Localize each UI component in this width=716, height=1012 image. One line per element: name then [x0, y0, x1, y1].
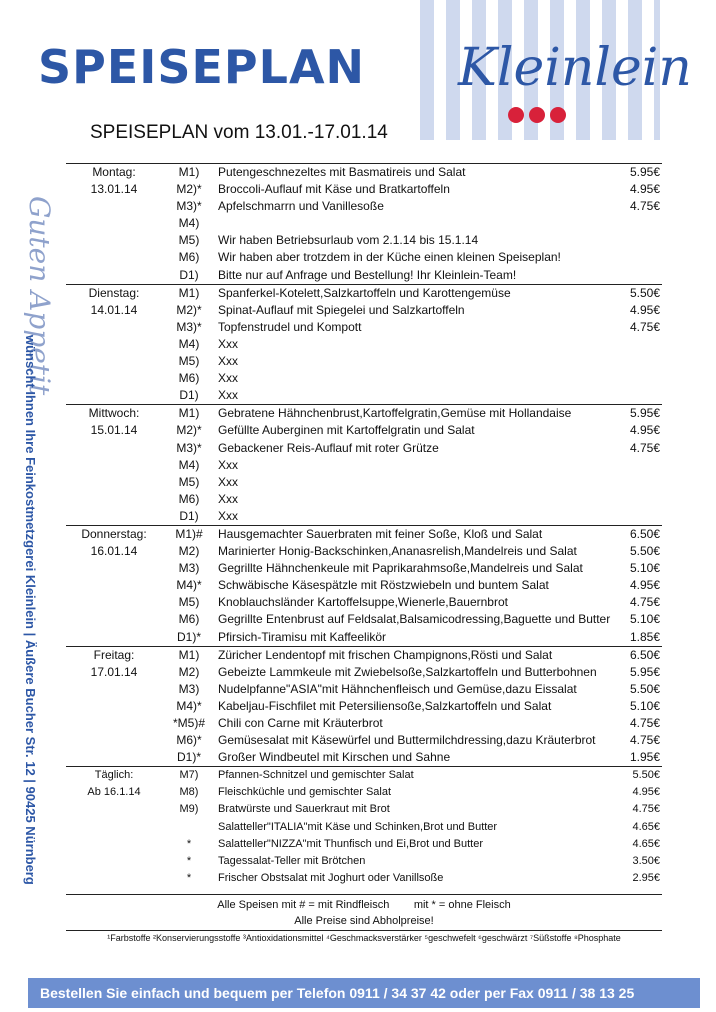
additives-legend: ¹Farbstoffe ²Konservierungsstoffe ³Antioxidationsmittel ⁴Geschmacksverstärker ⁵geschwefelt ⁶geschwärzt ⁷Süßstoffe ⁸Phosphate: [66, 930, 662, 943]
dish-price: 5.50€: [629, 544, 660, 559]
dish-price: [614, 353, 662, 370]
dish-price: [614, 232, 662, 249]
menu-code: *: [186, 871, 192, 884]
menu-code: M2): [178, 664, 200, 679]
menu-code: M8): [179, 786, 199, 799]
menu-row: [66, 836, 662, 853]
menu-code: *M5)#: [172, 716, 205, 730]
dish-price: [614, 336, 662, 353]
menu-row: [66, 870, 662, 887]
menu-row: [66, 353, 662, 370]
menu-code: M5): [178, 595, 200, 610]
menu-code: M1)#: [162, 525, 216, 543]
day-cell: [66, 870, 162, 887]
red-dot-icon: [529, 107, 545, 123]
side-address: wünscht Ihnen Ihre Feinkostmetzgerei Kleinlein | Äußere Bucher Str. 12 | 90425 Nürnberg: [23, 335, 38, 885]
menu-row: [66, 767, 662, 785]
menu-code: D1): [179, 267, 199, 282]
dish-name: Spanferkel-Kotelett,Salzkartoffeln und Karottengemüse: [216, 284, 614, 302]
dish-name: Apfelschmarrn und Vanillesoße: [218, 199, 384, 214]
menu-code: M4): [178, 457, 200, 472]
menu-row: [66, 853, 662, 870]
dish-name: Gebeizte Lammkeule mit Zwiebelsoße,Salzkartoffeln und Butterbohnen: [218, 664, 597, 679]
menu-row: [66, 646, 662, 664]
menu-code: M6): [178, 371, 200, 386]
dish-price: 5.10€: [629, 612, 660, 627]
menu-row: [66, 164, 662, 182]
day-cell: [66, 215, 162, 232]
dish-name: Xxx: [218, 354, 239, 369]
menu-code: D1)*: [176, 629, 201, 644]
day-cell: Ab 16.1.14: [87, 786, 141, 799]
day-cell: [66, 629, 162, 647]
dish-name: Großer Windbeutel mit Kirschen und Sahne: [218, 750, 451, 765]
brand-dots: [508, 107, 571, 128]
dish-price: [614, 491, 662, 508]
day-cell: Täglich:: [66, 767, 162, 785]
dish-name: Wir haben Betriebsurlaub vom 2.1.14 bis 15.1.14: [218, 233, 479, 248]
dish-name: Züricher Lendentopf mit frischen Champignons,Rösti und Salat: [216, 646, 614, 664]
dish-price: 4.65€: [632, 820, 660, 833]
dish-name: Broccoli-Auflauf mit Käse und Bratkartoffeln: [218, 182, 450, 197]
dish-price: 1.95€: [629, 750, 660, 765]
menu-row: [66, 543, 662, 560]
dish-price: 4.95€: [629, 578, 660, 593]
dish-price: [614, 508, 662, 526]
menu-code: M2)*: [176, 182, 202, 197]
dish-price: 5.95€: [614, 164, 662, 182]
dish-name: Frischer Obstsalat mit Joghurt oder Vanillsoße: [218, 871, 444, 884]
menu-code: M4)*: [176, 578, 202, 593]
menu-row: [66, 215, 662, 232]
menu-code: M6)*: [176, 733, 202, 748]
notes-line-1: Alle Speisen mit # = mit Rindfleisch mit * = ohne Fleisch: [217, 899, 511, 911]
red-dot-icon: [550, 107, 566, 123]
menu-code: M1): [162, 164, 216, 182]
dish-name: Kabeljau-Fischfilet mit Petersiliensoße,Salzkartoffeln und Salat: [218, 698, 552, 713]
menu-row: [66, 732, 662, 749]
dish-name: Gebackener Reis-Auflauf mit roter Grütze: [218, 440, 439, 455]
menu-row: [66, 594, 662, 611]
day-cell: [66, 457, 162, 474]
dish-name: Hausgemachter Sauerbraten mit feiner Soße, Kloß und Salat: [216, 525, 614, 543]
menu-code: M2)*: [176, 423, 202, 438]
dish-name: Xxx: [218, 336, 239, 351]
day-cell: [66, 440, 162, 457]
dish-name: Pfannen-Schnitzel und gemischter Salat: [216, 767, 614, 785]
menu-row: [66, 508, 662, 526]
order-footer: Bestellen Sie einfach und bequem per Telefon 0911 / 34 37 42 oder per Fax 0911 / 38 13 25: [28, 978, 700, 1008]
dish-name: Salatteller"ITALIA"mit Käse und Schinken,Brot und Butter: [218, 820, 498, 833]
menu-row: [66, 422, 662, 439]
menu-code: M3)*: [176, 319, 202, 334]
dish-price: 4.75€: [629, 440, 660, 455]
day-cell: 15.01.14: [90, 423, 138, 438]
dish-name: Gegrillte Hähnchenkeule mit Paprikarahmsoße,Mandelreis und Salat: [218, 561, 583, 576]
menu-row: [66, 336, 662, 353]
menu-code: M7): [162, 767, 216, 785]
dish-price: 4.75€: [629, 595, 660, 610]
dish-name: Xxx: [218, 388, 239, 403]
dish-name: Fleischküchle und gemischter Salat: [218, 786, 392, 799]
day-cell: [66, 698, 162, 715]
menu-row: [66, 181, 662, 198]
menu-code: M3)*: [176, 440, 202, 455]
dish-price: [614, 267, 662, 285]
dish-name: [216, 215, 614, 232]
menu-code: M6): [178, 250, 200, 265]
menu-code: M6): [178, 612, 200, 627]
menu-row: [66, 302, 662, 319]
menu-notes: [66, 894, 662, 929]
dish-price: 2.95€: [632, 871, 660, 884]
menu-code: D1): [179, 388, 199, 403]
dish-name: Wir haben aber trotzdem in der Küche einen kleinen Speiseplan!: [218, 250, 561, 265]
menu-row: [66, 715, 662, 732]
day-cell: [66, 749, 162, 767]
menu-code: [162, 819, 216, 836]
dish-name: Putengeschnezeltes mit Basmatireis und Salat: [216, 164, 614, 182]
dish-name: Xxx: [218, 508, 239, 523]
day-cell: Dienstag:: [66, 284, 162, 302]
menu-code: M3): [178, 681, 200, 696]
menu-row: [66, 577, 662, 594]
menu-code: M9): [179, 803, 199, 816]
day-cell: [66, 853, 162, 870]
dish-name: Spinat-Auflauf mit Spiegelei und Salzkartoffeln: [218, 302, 465, 317]
menu-row: [66, 370, 662, 387]
menu-row: [66, 284, 662, 302]
dish-price: 4.95€: [629, 182, 660, 197]
dish-price: 4.95€: [629, 423, 660, 438]
menu-code: M1): [162, 405, 216, 423]
dish-name: Chili con Carne mit Kräuterbrot: [218, 716, 383, 730]
day-cell: 13.01.14: [90, 182, 138, 197]
dish-price: 3.50€: [632, 854, 660, 867]
menu-code: M4): [178, 216, 200, 231]
day-cell: [66, 801, 162, 818]
day-cell: [66, 336, 162, 353]
day-cell: 17.01.14: [90, 664, 138, 679]
dish-name: Topfenstrudel und Kompott: [218, 319, 362, 334]
dish-price: 4.95€: [629, 302, 660, 317]
dish-name: Gebratene Hähnchenbrust,Kartoffelgratin,Gemüse mit Hollandaise: [216, 405, 614, 423]
dish-price: 1.85€: [629, 629, 660, 644]
day-cell: Mittwoch:: [66, 405, 162, 423]
menu-code: M3): [178, 561, 200, 576]
dish-price: [614, 370, 662, 387]
dish-price: [614, 215, 662, 232]
menu-code: M2)*: [176, 302, 202, 317]
dish-name: Schwäbische Käsespätzle mit Röstzwiebeln und buntem Salat: [218, 578, 549, 593]
menu-row: [66, 698, 662, 715]
dish-price: 4.75€: [629, 319, 660, 334]
day-cell: [66, 819, 162, 836]
dish-price: 5.10€: [629, 698, 660, 713]
day-cell: [66, 198, 162, 215]
dish-price: 5.10€: [629, 561, 660, 576]
dish-price: [614, 387, 662, 405]
menu-code: *: [186, 837, 192, 850]
dish-name: Salatteller"NIZZA"mit Thunfisch und Ei,Brot und Butter: [218, 837, 483, 850]
dish-price: 5.95€: [629, 664, 660, 679]
menu-table: [66, 163, 662, 887]
day-cell: [66, 611, 162, 628]
dish-name: Gegrillte Entenbrust auf Feldsalat,Balsamicodressing,Baguette und Butter: [218, 612, 611, 627]
dish-price: 4.75€: [629, 199, 660, 214]
menu-row: [66, 267, 662, 285]
menu-row: [66, 629, 662, 647]
dish-price: 4.75€: [629, 716, 660, 730]
menu-row: [66, 249, 662, 266]
menu-row: [66, 819, 662, 836]
day-cell: [66, 353, 162, 370]
dish-price: 5.50€: [629, 681, 660, 696]
dish-price: 4.75€: [632, 803, 660, 816]
page-title: SPEISEPLAN: [38, 40, 366, 94]
menu-code: *: [186, 854, 192, 867]
dish-price: 4.75€: [629, 733, 660, 748]
day-cell: [66, 267, 162, 285]
menu-code: D1)*: [176, 750, 201, 765]
day-cell: Montag:: [66, 164, 162, 182]
dish-price: [614, 249, 662, 266]
menu-row: [66, 474, 662, 491]
menu-code: M4): [178, 336, 200, 351]
menu-row: [66, 198, 662, 215]
dish-name: Bratwürste und Sauerkraut mit Brot: [218, 803, 390, 816]
menu-row: [66, 387, 662, 405]
day-cell: [66, 732, 162, 749]
day-cell: [66, 474, 162, 491]
day-cell: Freitag:: [66, 646, 162, 664]
menu-code: D1): [179, 508, 199, 523]
menu-code: M2): [178, 544, 200, 559]
day-cell: [66, 491, 162, 508]
day-cell: [66, 681, 162, 698]
menu-row: [66, 664, 662, 681]
menu-code: M3)*: [176, 199, 202, 214]
menu-code: M5): [178, 354, 200, 369]
dish-name: Bitte nur auf Anfrage und Bestellung! Ihr Kleinlein-Team!: [218, 267, 517, 282]
menu-code: M5): [178, 233, 200, 248]
dish-name: Gefüllte Auberginen mit Kartoffelgratin und Salat: [218, 423, 475, 438]
menu-row: [66, 232, 662, 249]
menu-code: M4)*: [176, 698, 202, 713]
red-dot-icon: [508, 107, 524, 123]
menu-code: M1): [162, 284, 216, 302]
day-cell: [66, 387, 162, 405]
day-cell: [66, 232, 162, 249]
day-cell: [66, 594, 162, 611]
day-cell: Donnerstag:: [66, 525, 162, 543]
dish-name: Xxx: [218, 371, 239, 386]
dish-price: 6.50€: [614, 525, 662, 543]
brand-logo: Kleinlein: [458, 38, 692, 98]
day-cell: 14.01.14: [90, 302, 138, 317]
menu-row: [66, 560, 662, 577]
dish-price: [614, 474, 662, 491]
day-cell: [66, 319, 162, 336]
dish-price: 5.50€: [614, 767, 662, 785]
day-cell: [66, 836, 162, 853]
dish-name: Xxx: [218, 474, 239, 489]
dish-price: [614, 457, 662, 474]
dish-name: Knoblauchsländer Kartoffelsuppe,Wienerle,Bauernbrot: [218, 595, 508, 610]
menu-row: [66, 491, 662, 508]
menu-row: [66, 457, 662, 474]
day-cell: [66, 508, 162, 526]
menu-row: [66, 784, 662, 801]
menu-row: [66, 319, 662, 336]
menu-code: M5): [178, 474, 200, 489]
dish-name: Gemüsesalat mit Käsewürfel und Buttermilchdressing,dazu Kräuterbrot: [218, 733, 596, 748]
dish-name: Xxx: [218, 491, 239, 506]
menu-row: [66, 440, 662, 457]
dish-name: Marinierter Honig-Backschinken,Ananasrelish,Mandelreis und Salat: [218, 544, 577, 559]
dish-price: 5.50€: [614, 284, 662, 302]
day-cell: 16.01.14: [90, 544, 138, 559]
menu-row: [66, 801, 662, 818]
menu-code: M1): [162, 646, 216, 664]
dish-price: 4.65€: [632, 837, 660, 850]
dish-price: 6.50€: [614, 646, 662, 664]
day-cell: [66, 715, 162, 732]
menu-row: [66, 525, 662, 543]
dish-price: 4.95€: [632, 786, 660, 799]
day-cell: [66, 560, 162, 577]
menu-subtitle: SPEISEPLAN vom 13.01.-17.01.14: [90, 122, 388, 143]
menu-row: [66, 749, 662, 767]
dish-name: Nudelpfanne"ASIA"mit Hähnchenfleisch und Gemüse,dazu Eissalat: [218, 681, 577, 696]
day-cell: [66, 577, 162, 594]
menu-row: [66, 611, 662, 628]
day-cell: [66, 249, 162, 266]
notes-line-2: Alle Preise sind Abholpreise!: [294, 915, 434, 927]
dish-name: Pfirsich-Tiramisu mit Kaffeelikör: [218, 629, 387, 644]
menu-code: M6): [178, 491, 200, 506]
side-greeting: Guten Appetit: [23, 196, 56, 396]
day-cell: [66, 370, 162, 387]
menu-row: [66, 681, 662, 698]
dish-price: 5.95€: [614, 405, 662, 423]
dish-name: Xxx: [218, 457, 239, 472]
menu-row: [66, 405, 662, 423]
dish-name: Tagessalat-Teller mit Brötchen: [218, 854, 366, 867]
